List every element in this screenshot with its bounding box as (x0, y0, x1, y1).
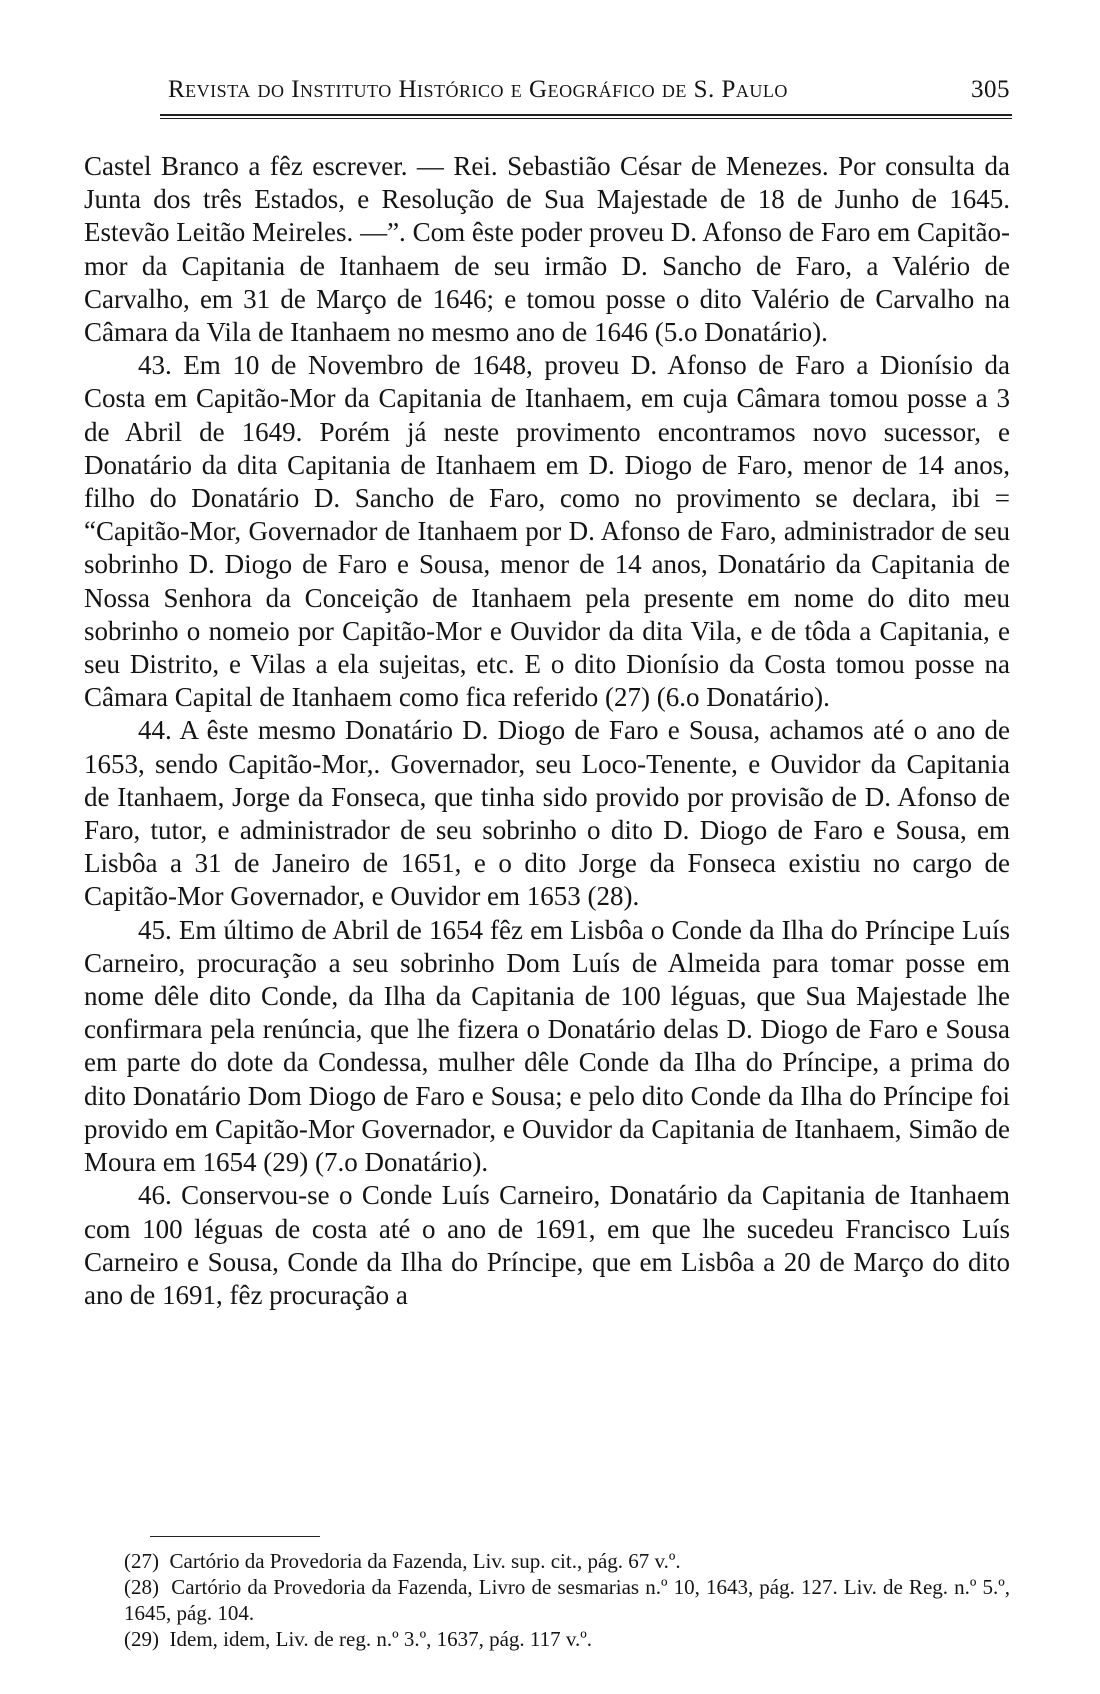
paragraph (84, 150, 1010, 349)
paragraph-44 (84, 714, 1010, 913)
paragraph-43 (84, 349, 1010, 714)
footnote-27 (124, 1548, 1010, 1574)
footnote-marker: (29) (124, 1627, 159, 1651)
paragraph-text: Castel Branco a fêz escrever. — Rei. Sebastião César de Menezes. Por consulta da Junta dos três Estados, e Resolução de Sua Majestade de 18 de Junho de 1645. Estevão Leitão Meireles. —”. Com êste poder proveu D. Afonso de Faro em Capitão-mor da Capitania de Itanhaem de seu irmão D. Sancho de Faro, a Valério de Carvalho, em 31 de Março de 1646; e tomou posse o dito Valério de Carvalho na Câmara da Vila de Itanhaem no mesmo ano de 1646 (5.o Donatário). (84, 151, 1010, 348)
page-number: 305 (971, 76, 1010, 103)
footnote-28 (124, 1574, 1010, 1626)
footnote-rule (150, 1536, 320, 1537)
paragraph-46 (84, 1179, 1010, 1312)
paragraph-text: A êste mesmo Donatário D. Diogo de Faro e Sousa, achamos até o ano de 1653, sendo Capitão-Mor,. Governador, seu Loco-Tenente, e Ouvidor da Capitania de Itanhaem, Jorge da Fonseca, que tinha sido provido por provisão de D. Afonso de Faro, tutor, e administrador de seu sobrinho o dito D. Diogo de Faro e Sousa, em Lisbôa a 31 de Janeiro de 1651, e o dito Jorge da Fonseca existiu no cargo de Capitão-Mor Governador, e Ouvidor em 1653 (28). (84, 715, 1010, 912)
body-text (84, 150, 1010, 1312)
paragraph-number: 45. (138, 914, 172, 945)
running-header (168, 76, 1010, 110)
journal-title: Revista do Instituto Histórico e Geográfico de S. Paulo (168, 76, 788, 103)
paragraph-number: 46. (138, 1180, 172, 1211)
footnote-marker: (27) (124, 1549, 159, 1573)
paragraph-number: 43. (138, 350, 172, 381)
footnote-marker: (28) (124, 1575, 159, 1599)
footnote-text: Cartório da Provedoria da Fazenda, Livro de sesmarias n.º 10, 1643, pág. 127. Liv. de Reg. n.º 5.º, 1645, pág. 104. (124, 1575, 1011, 1625)
paragraph-text: Conservou-se o Conde Luís Carneiro, Donatário da Capitania de Itanhaem com 100 léguas de costa até o ano de 1691, em que lhe sucedeu Francisco Luís Carneiro e Sousa, Conde da Ilha do Príncipe, que em Lisbôa a 20 de Março do dito ano de 1691, fêz procuração a (84, 1180, 1010, 1310)
footnote-29 (124, 1626, 1010, 1652)
paragraph-number: 44. (138, 715, 172, 746)
paragraph-text: Em último de Abril de 1654 fêz em Lisbôa o Conde da Ilha do Príncipe Luís Carneiro, procuração a seu sobrinho Dom Luís de Almeida para tomar posse em nome dêle dito Conde, da Ilha da Capitania de 100 léguas, que Sua Majestade lhe confirmara pela renúncia, que lhe fizera o Donatário delas D. Diogo de Faro e Sousa em parte do dote da Condessa, mulher dêle Conde da Ilha do Príncipe, a prima do dito Donatário Dom Diogo de Faro e Sousa; e pelo dito Conde da Ilha do Príncipe foi provido em Capitão-Mor Governador, e Ouvidor da Capitania de Itanhaem, Simão de Moura em 1654 (29) (7.o Donatário). (84, 914, 1010, 1178)
footnote-text: Idem, idem, Liv. de reg. n.º 3.º, 1637, pág. 117 v.º. (169, 1627, 593, 1651)
header-rule (160, 114, 1012, 119)
footnote-text: Cartório da Provedoria da Fazenda, Liv. sup. cit., pág. 67 v.º. (169, 1549, 681, 1573)
paragraph-45 (84, 914, 1010, 1180)
footnotes (124, 1548, 1010, 1652)
paragraph-text: Em 10 de Novembro de 1648, proveu D. Afonso de Faro a Dionísio da Costa em Capitão-Mor da Capitania de Itanhaem, em cuja Câmara tomou posse a 3 de Abril de 1649. Porém já neste provimento encontramos novo sucessor, e Donatário da dita Capitania de Itanhaem em D. Diogo de Faro, menor de 14 anos, filho do Donatário D. Sancho de Faro, como no provimento se declara, ibi = “Capitão-Mor, Governador de Itanhaem por D. Afonso de Faro, administrador de seu sobrinho D. Diogo de Faro e Sousa, menor de 14 anos, Donatário da Capitania de Nossa Senhora da Conceição de Itanhaem pela presente em nome do dito meu sobrinho o nomeio por Capitão-Mor e Ouvidor da dita Vila, e de tôda a Capitania, e seu Distrito, e Vilas a ela sujeitas, etc. E o dito Dionísio da Costa tomou posse na Câmara Capital de Itanhaem como fica referido (27) (6.o Donatário). (84, 350, 1010, 713)
